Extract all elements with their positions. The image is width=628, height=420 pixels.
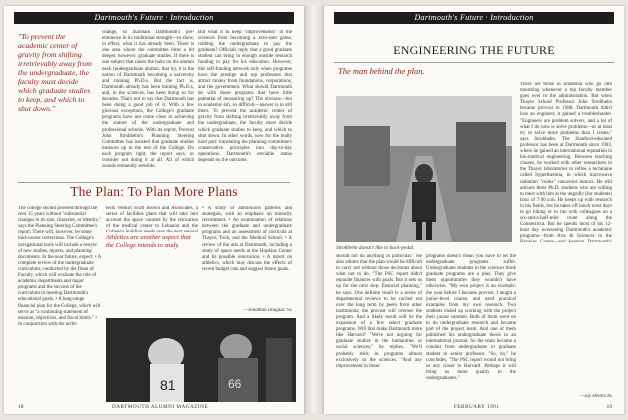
plan-column-2: tects Venturi Scott Brown and Associates, a series of facilities plans that will take into account the space vacated by the relocation of the medical center to Lebanon and the: [106, 206, 198, 230]
plan-column-1: The college should proceed through the next 15 years without "substantial changes in its size, character, or identity," says the Planning Steering Committee's report. There will, however, be some mid-course corrections. The College's navigational tools will include a restyle of new studies, reports, and planning documents. In the near future, expect: • A complete review of the undergraduate curriculum, conducted by the Dean of Faculty, which will evaluate the role of academic departments and major programs and the success of the curriculum in meeting Dartmouth's educational goals. • A long-range financial plan for the College, which will serve as "a continuing statement of mission, objectives, and fiscal limits." • In conjunction with the archi-: [18, 206, 102, 327]
left-article-column-2: change, to maintain Dartmouth's pre-eminence in its traditional strength—to show, in effect, what it has already been. There is one area where the committee bites a bit deeper, however: graduate studies. If there is one subject that raises the hairs on the alumni neck (undergraduate alumni, that is), it is the notion of Dartmouth becoming a university and training Ph.D.s. But the fact is, Dartmouth already has been training Ph.D.s, and, in the sciences, has been doing so for decades. That's not to say that Dartmouth has been doing a good job of it. With a few glorious exceptions, the College's graduate programs have not come close to achieving the stature of the undergraduate and professional schools. With its report, Provost John Strohbehn's Planning Steering Committee has insisted that graduate studies measure up to the rest of the College. Do each program right, the report says, or consider not doing it at all. All of which sounds eminently sensible.: [102, 30, 194, 170]
right-footer: FEBRUARY 1991: [454, 404, 500, 410]
left-section-banner: Dartmouth's Future · Introduction: [14, 12, 294, 24]
svg-text:66: 66: [228, 377, 242, 391]
campus-street-image: [336, 96, 512, 242]
right-section-banner: Dartmouth's Future · Introduction: [334, 12, 614, 24]
strohbehn-photo: [336, 96, 512, 242]
headline-rule: [334, 62, 614, 63]
engineering-headline: ENGINEERING THE FUTURE: [393, 43, 555, 57]
svg-text:81: 81: [160, 377, 176, 393]
spread-gutter: [304, 6, 324, 414]
plan-column-3: • A study of admissions patterns and strategies, with an emphasis on minority recruitment. • An examination of relations between the graduate and undergraduate programs and an assessment of curricula at Thayer, Tuck, and the Medical School. • A review of the arts at Dartmouth, including a study of space needs at the Hopkins Center and its possible renovation. • A report on athletics, which may discuss the effects of recent budget cuts and suggest future goals.: [202, 206, 292, 272]
football-players-image: [106, 318, 296, 402]
right-article-column-4: [520, 246, 612, 394]
plan-signature: —Jonathan Douglas '92: [243, 308, 292, 313]
left-folio: 18: [18, 404, 24, 410]
right-article-column-1: There are those in academia who go into mourning whenever a top faculty member goes over to the administration. But when Thayer School Professor John Strohbehn became provost in 1988, Dartmouth didn't lose an engineer, it gained a troubleshooter. "Engineers are problem solvers, and a lot of what I do now is solve problems—or at least try to solve more problems than I create," says Strohbehn. The Stanford-educated professor has been at Dartmouth since 1963, where he gained an international reputation in bio-medical engineering. Between teaching classes, he worked with other researchers in the Thayer laboratories to refine a technique called hyperthermia, in which microwave radiation "cooks" cancerous tumors. He still advises three Ph.D. students who are willing to meet with him at the ungodly (for students) hour of 7:00 a.m. He keeps up with research in his fields, but he takes off lunch most days to go hiking or to run with colleagues on a six-and-a-half-mile route along the Connecticut. But he spends most of his 12-hour day overseeing Dartmouth's academic programs—from Arts & Sciences to the: [520, 82, 612, 240]
right-article-column-3: programs doesn't mean you have to let the undergraduate programs suffer. Undergraduate students in the sciences think graduate programs are a plus. They give them opportunities they wouldn't have otherwise. "My own project is an example: the year before I became provost, I taught a junior-level course, and used practical examples from my own research. Two students ended up working with the project their junior summer. Both of them went on to do undergraduate research and became part of the project team. And one of them published his undergraduate thesis in an international journal. So the team became a conduit from undergraduate to graduate student to senior professor. "So, no," he concludes, "The PSC report would not bring us any closer to Harvard. Perhaps it will bring us more quality to the undergraduates.": [426, 254, 516, 381]
section-divider: [18, 182, 290, 183]
right-signature: —Jay Heinrichs: [579, 394, 612, 399]
right-page: [324, 6, 624, 414]
football-photo: [106, 318, 296, 402]
plan-pull-quote: Athletics are another aspect that the College intends to study.: [106, 234, 191, 249]
pull-quote: "To prevent the academic center of gravity from shifting irretrievably away from the undergraduate, the faculty must decide which graduate studies to keep, and which to shut down.": [18, 32, 92, 113]
left-page: [4, 6, 304, 414]
left-footer: DARTMOUTH ALUMNI MAGAZINE: [112, 404, 209, 410]
article-deck: The man behind the plan.: [338, 66, 425, 76]
right-folio: 19: [606, 404, 612, 410]
right-article-column-2: should not do anything in particular." He also admits that the plan would be difficult to carry out without those decisions about what not to do. "The PSC report didn't separate finances with goals. But it sets us up for the next step: financial planning," he says. One definite result is a series of departmental reviews to be carried out over the long term by peers from other institutions; the provost will oversee the program. And a likely result will be the expansion of a few select graduate programs. Will that make Dartmouth more like Harvard? "We're not arguing for graduate studies in the humanities or social sciences," he replies. "We'll probably stick in programs almost exclusively in the sciences. "And any improvement in those: [336, 254, 422, 369]
left-article-column-3: But what it to keep "improvements" in the sciences from becoming a zero-sum game, robbing the undergraduate to pay the graduate? Officials reply that a good graduate student can bring in enough outside research funding to pay for his education. However, this self-funding network only when programs have the prestige and top professors that attract money from foundations, corporations, and the government. What should Dartmouth do with those programs that have little potential of measuring up? The obvious—but in academic-ish, so difficult—answer is to kill them. To prevent the academic center of gravity from shifting irretrievably away from the undergraduate, the faculty must decide which graduate studies to keep, and which to shut down. In other words, now for the really hard part: translating the planning committee's conservative principles into day-to-day operations. Dartmouth's enviable status depends on the outcome.: [198, 30, 292, 163]
right-intro-spacer: [432, 82, 518, 92]
photo-caption: Strohbehn doesn't like to back-pedal.: [336, 245, 415, 251]
plan-headline: The Plan: To Plan More Plans: [70, 184, 238, 199]
